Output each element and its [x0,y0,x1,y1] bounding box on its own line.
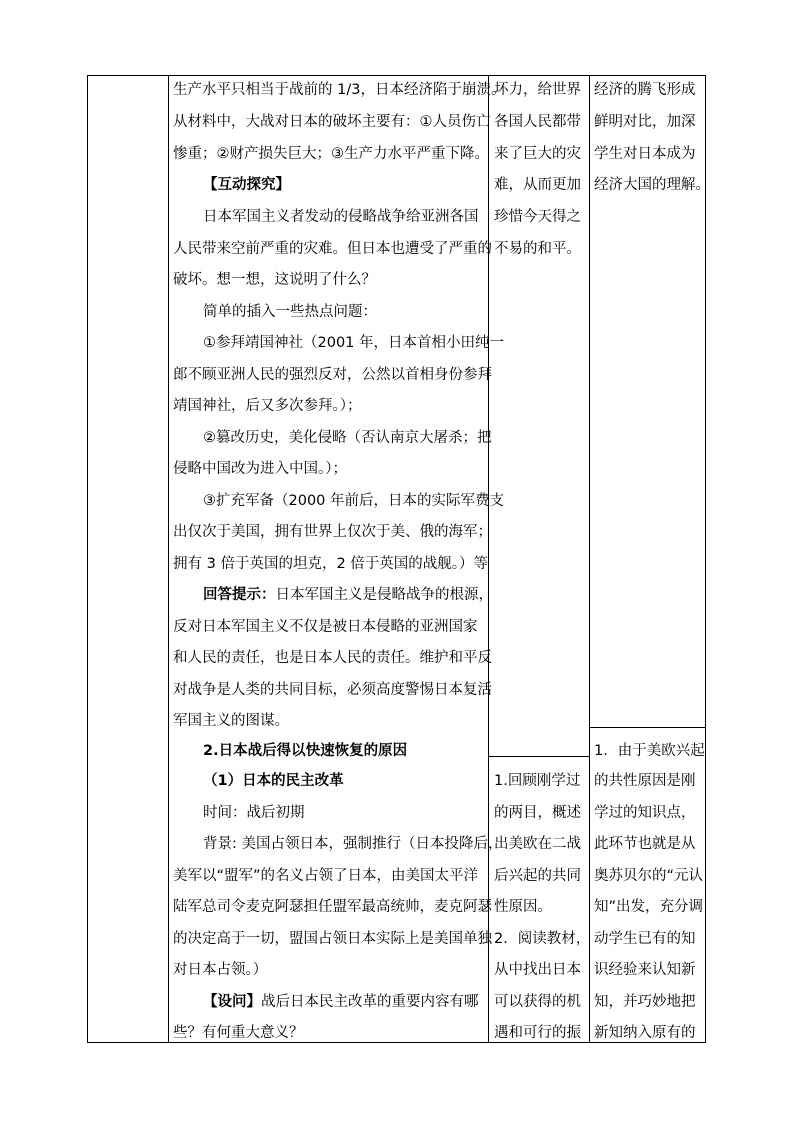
answer-hint [203,580,493,612]
student-line: 出美欧在二战 [494,836,581,852]
section-heading: 【互动探究】 [203,177,290,193]
intent-line: 识经验来认知新 [594,962,696,978]
text-line: 时间：战后初期 [203,805,305,821]
intent-line: 奥苏贝尔的“元认 [594,868,704,884]
intent-line: 经济大国的理解。 [594,177,710,193]
intent-line: 知，并巧妙地把 [594,994,696,1010]
student-line: 不易的和平。 [494,241,581,257]
text-line: 些？有何重大意义？ [173,1025,304,1041]
student-line: 2．阅读教材， [494,931,591,947]
text-line: 的决定高于一切，盟国占领日本实际上是美国单独 [173,931,492,947]
intent-line: 鲜明对比，加深 [594,114,696,130]
question-text: 战后日本民主改革的重要内容有哪 [261,994,479,1010]
text-line: 对日本占领。） [173,962,268,978]
student-line: 性原因。 [494,899,552,915]
intent-line: 学过的知识点， [594,805,696,821]
text-line: 郎不顾亚洲人民的强烈反对，公然以首相身份参拜 [173,367,492,383]
text-line: 陆军总司令麦克阿瑟担任盟军最高统帅，麦克阿瑟 [173,899,492,915]
row-divider [488,756,589,757]
student-line: 珍惜今天得之 [494,209,581,225]
text-line: ②篡改历史，美化侵略（否认南京大屠杀；把 [203,430,492,446]
text-line: 侵略中国改为进入中国。）； [173,461,347,477]
row-divider [589,727,706,728]
text-line: 反对日本军国主义不仅是被日本侵略的亚洲国家 [173,619,478,635]
text-line: 惨重；②财产损失巨大；③生产力水平严重下降。 [173,146,489,162]
column-divider [168,76,169,1042]
text-line: 从材料中，大战对日本的破坏主要有：①人员伤亡 [173,114,491,130]
intent-line: 学生对日本成为 [594,146,696,162]
answer-label: 回答提示： [203,587,276,603]
text-line: 日本军国主义者发动的侵略战争给亚洲各国 [203,209,479,225]
question-line [203,987,479,1019]
text-line: 背景: 美国占领日本，强制推行（日本投降后， [203,836,503,852]
text-line: 生产水平只相当于战前的 1/3，日本经济陷于崩溃。 [173,82,506,98]
student-line: 的两目，概述 [494,805,581,821]
student-line: 后兴起的共同 [494,868,581,884]
student-line: 从中找出日本 [494,962,581,978]
text-line: ①参拜靖国神社（2001 年，日本首相小田纯一 [203,335,505,351]
text-line: 和人民的责任，也是日本人民的责任。维护和平反 [173,650,492,666]
text-line: 拥有 3 倍于英国的坦克，2 倍于英国的战舰。）等 [173,556,489,572]
student-line: 来了巨大的灾 [494,146,581,162]
text-line: ③扩充军备（2000 年前后，日本的实际军费支 [203,493,505,509]
column-divider [589,76,590,1042]
student-line: 各国人民都带 [494,114,581,130]
intent-line: 知”出发，充分调 [594,899,704,915]
question-label: 【设问】 [203,994,261,1010]
text-line: 军国主义的图谋。 [173,713,289,729]
student-line: 1.回顾刚学过 [494,773,581,789]
answer-text: 日本军国主义是侵略战争的根源， [275,587,493,603]
text-line: 美军以“盟军”的名义占领了日本，由美国太平洋 [173,868,479,884]
intent-line: 1．由于美欧兴起 [594,743,705,759]
intent-line: 新知纳入原有的 [594,1025,696,1041]
student-line: 可以获得的机 [494,994,581,1010]
text-line: 靖国神社，后又多次参拜。）； [173,398,362,414]
intent-line: 动学生已有的知 [594,931,696,947]
student-line: 遇和可行的振 [494,1025,581,1041]
subsection-heading: （1）日本的民主改革 [203,773,344,789]
intent-line: 经济的腾飞形成 [594,82,696,98]
section-heading: 2.日本战后得以快速恢复的原因 [203,743,408,759]
text-line: 简单的插入一些热点问题： [203,304,377,320]
text-line: 对战争是人类的共同目标，必须高度警惕日本复活 [173,682,492,698]
student-line: 难，从而更加 [494,177,581,193]
text-line: 出仅次于美国，拥有世界上仅次于美、俄的海军； [173,524,492,540]
intent-line: 的共性原因是刚 [594,773,696,789]
text-line: 破坏。想一想，这说明了什么？ [173,272,376,288]
text-line: 人民带来空前严重的灾难。但日本也遭受了严重的 [173,241,492,257]
intent-line: 此环节也就是从 [594,836,696,852]
student-line: 坏力，给世界 [494,82,581,98]
